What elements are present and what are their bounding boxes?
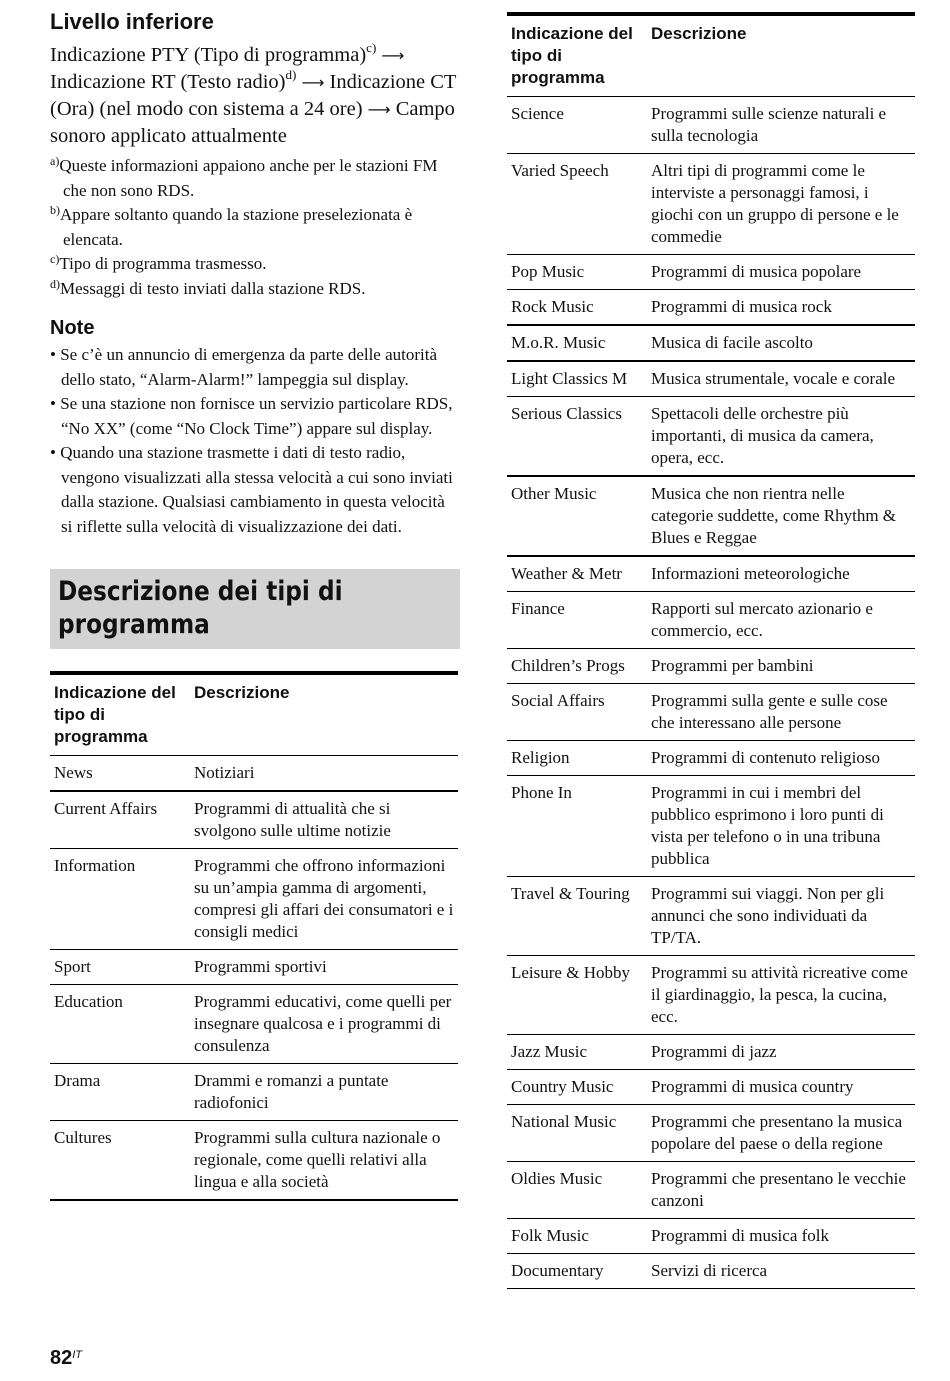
table-row — [507, 1254, 915, 1289]
program-type-description: Programmi di attualità che si svolgono sulle ultime notizie — [190, 791, 458, 849]
program-type-name: Sport — [50, 950, 190, 985]
program-type-name: Travel & Touring — [507, 877, 647, 956]
footnote-mark: a) — [50, 154, 60, 168]
program-type-name: Science — [507, 97, 647, 154]
table-row — [507, 1035, 915, 1070]
section-banner — [50, 569, 460, 649]
table-row — [507, 956, 915, 1035]
table-row — [50, 985, 458, 1064]
table-header-row — [50, 673, 458, 756]
footnote-ref-c: c) — [366, 40, 377, 55]
program-type-name: Religion — [507, 741, 647, 776]
note-text: Se una stazione non fornisce un servizio particolare RDS, “No XX” (come “No Clock Time”) appare sul display. — [60, 394, 453, 438]
subsection-heading: Livello inferiore — [50, 9, 214, 34]
note-heading: Note — [50, 317, 95, 339]
table-row — [507, 154, 915, 255]
table-row — [507, 556, 915, 592]
note-item: • Quando una stazione trasmette i dati di testo radio, vengono visualizzati alla stessa velocità a cui sono inviati dalla stazione. Qualsiasi cambiamento in questa velocità si riflette sulla velocità di visualizzazione dei dati. — [50, 443, 453, 536]
table-row — [507, 684, 915, 741]
program-type-name: Other Music — [507, 476, 647, 556]
table-row — [507, 1070, 915, 1105]
program-type-description: Programmi di contenuto religioso — [647, 741, 915, 776]
table-body — [507, 97, 915, 1289]
footnote-list — [50, 154, 460, 301]
program-type-name: National Music — [507, 1105, 647, 1162]
program-type-name: Weather & Metr — [507, 556, 647, 592]
program-type-name: Drama — [50, 1064, 190, 1121]
program-type-description: Programmi su attività ricreative come il giardinaggio, la pesca, la cucina, ecc. — [647, 956, 915, 1035]
footnote-item — [50, 154, 460, 203]
table-row — [50, 756, 458, 792]
program-type-description: Programmi in cui i membri del pubblico esprimono i loro punti di vista per telefono o in una tribuna pubblica — [647, 776, 915, 877]
program-type-description: Programmi che presentano la musica popolare del paese o della regione — [647, 1105, 915, 1162]
table-body — [50, 756, 458, 1201]
program-type-name: Documentary — [507, 1254, 647, 1289]
page-number — [50, 1347, 82, 1370]
table-row — [507, 361, 915, 397]
table-row — [50, 1121, 458, 1201]
program-type-description: Programmi sportivi — [190, 950, 458, 985]
table-row — [507, 1105, 915, 1162]
program-type-description: Programmi sulla gente e sulle cose che interessano alle persone — [647, 684, 915, 741]
program-type-table-left — [50, 671, 458, 1201]
table-row — [507, 741, 915, 776]
program-type-description: Notiziari — [190, 756, 458, 792]
program-type-name: Cultures — [50, 1121, 190, 1201]
footnote-ref-d: d) — [285, 67, 297, 82]
program-type-description: Programmi di jazz — [647, 1035, 915, 1070]
program-type-description: Programmi di musica folk — [647, 1219, 915, 1254]
flow-item-sound-field: Campo sonoro applicato attualmente — [50, 98, 455, 147]
section-title: Descrizione dei tipi di programma — [58, 576, 343, 640]
program-type-name: Folk Music — [507, 1219, 647, 1254]
flow-item-pty: Indicazione PTY (Tipo di programma) — [50, 44, 367, 66]
table-row — [507, 877, 915, 956]
note-text: Quando una stazione trasmette i dati di testo radio, vengono visualizzati alla stessa velocità a cui sono inviati dalla stazione. Qualsiasi cambiamento in questa velocità si riflette sulla velocità di visualizzazione dei dati. — [60, 443, 453, 536]
program-type-table-right — [507, 12, 915, 1289]
program-type-name: Oldies Music — [507, 1162, 647, 1219]
display-sequence — [50, 42, 460, 150]
table-header-row — [507, 14, 915, 97]
table-row — [50, 849, 458, 950]
program-type-name: Pop Music — [507, 255, 647, 290]
table-row — [507, 255, 915, 290]
table-row — [50, 950, 458, 985]
program-type-name: Children’s Progs — [507, 649, 647, 684]
program-type-description: Programmi educativi, come quelli per insegnare qualcosa e i programmi di consulenza — [190, 985, 458, 1064]
table-row — [507, 290, 915, 326]
program-type-description: Programmi di musica popolare — [647, 255, 915, 290]
program-type-description: Programmi sulle scienze naturali e sulla tecnologia — [647, 97, 915, 154]
program-type-name: Current Affairs — [50, 791, 190, 849]
program-type-description: Musica di facile ascolto — [647, 325, 915, 361]
program-type-name: Light Classics M — [507, 361, 647, 397]
program-type-name: News — [50, 756, 190, 792]
footnote-mark: d) — [50, 276, 60, 291]
note-text: Se c’è un annuncio di emergenza da parte delle autorità dello stato, “Alarm-Alarm!” lampeggia sul display. — [60, 345, 438, 389]
program-type-description: Servizi di ricerca — [647, 1254, 915, 1289]
program-type-name: Finance — [507, 592, 647, 649]
right-arrow-icon: ⟶ — [381, 46, 405, 65]
column-header-description: Descrizione — [647, 14, 915, 97]
program-type-name: Phone In — [507, 776, 647, 877]
footnote-mark: b) — [50, 203, 60, 217]
footnote-mark: c) — [50, 252, 60, 266]
program-type-description: Programmi che offrono informazioni su un’ampia gamma di argomenti, compresi gli affari dei consumatori e i consigli medici — [190, 849, 458, 950]
program-type-description: Rapporti sul mercato azionario e commercio, ecc. — [647, 592, 915, 649]
program-type-description: Programmi sui viaggi. Non per gli annunci che sono individuati da TP/TA. — [647, 877, 915, 956]
footnote-item — [50, 277, 460, 302]
table-row — [507, 1162, 915, 1219]
column-header-description: Descrizione — [190, 673, 458, 756]
program-type-name: Information — [50, 849, 190, 950]
program-type-description: Altri tipi di programmi come le interviste a personaggi famosi, i giochi con un gruppo di persone e le commedie — [647, 154, 915, 255]
left-column — [50, 8, 460, 1201]
footnote-text: Messaggi di testo inviati dalla stazione RDS. — [60, 278, 366, 298]
program-type-name: Country Music — [507, 1070, 647, 1105]
program-type-name: Education — [50, 985, 190, 1064]
table-row — [507, 1219, 915, 1254]
program-type-name: Social Affairs — [507, 684, 647, 741]
program-type-description: Programmi di musica country — [647, 1070, 915, 1105]
program-type-name: Jazz Music — [507, 1035, 647, 1070]
program-type-description: Informazioni meteorologiche — [647, 556, 915, 592]
program-type-name: Rock Music — [507, 290, 647, 326]
program-type-name: Varied Speech — [507, 154, 647, 255]
right-arrow-icon: ⟶ — [301, 73, 325, 92]
table-row — [507, 397, 915, 477]
column-header-type: Indicazione del tipo di programma — [50, 673, 190, 756]
footnote-item — [50, 252, 460, 277]
right-column — [507, 12, 917, 1289]
program-type-description: Programmi per bambini — [647, 649, 915, 684]
table-row — [507, 776, 915, 877]
flow-item-rt: Indicazione RT (Testo radio) — [50, 71, 286, 93]
table-row — [507, 325, 915, 361]
table-row — [507, 97, 915, 154]
table-row — [507, 476, 915, 556]
table-row — [50, 1064, 458, 1121]
flow-item-ct: Indicazione CT (Ora) (nel modo con sistema a 24 ore) — [50, 71, 457, 120]
footnote-item — [50, 203, 460, 252]
note-item: • Se una stazione non fornisce un servizio particolare RDS, “No XX” (come “No Clock Time”) appare sul display. — [50, 394, 453, 438]
note-list — [50, 343, 460, 539]
footnote-text: Tipo di programma trasmesso. — [59, 254, 267, 273]
footnote-text: Appare soltanto quando la stazione preselezionata è elencata. — [60, 205, 413, 249]
program-type-name: M.o.R. Music — [507, 325, 647, 361]
program-type-description: Musica strumentale, vocale e corale — [647, 361, 915, 397]
footnote-text: Queste informazioni appaiono anche per le stazioni FM che non sono RDS. — [59, 156, 438, 200]
note-item: • Se c’è un annuncio di emergenza da parte delle autorità dello stato, “Alarm-Alarm!” lampeggia sul display. — [50, 345, 438, 389]
table-row — [507, 649, 915, 684]
table-row — [507, 592, 915, 649]
program-type-description: Drammi e romanzi a puntate radiofonici — [190, 1064, 458, 1121]
right-arrow-icon: ⟶ — [367, 100, 391, 119]
column-header-type: Indicazione del tipo di programma — [507, 14, 647, 97]
page-number-value: 82 — [50, 1347, 73, 1369]
program-type-description: Spettacoli delle orchestre più importanti, di musica da camera, opera, ecc. — [647, 397, 915, 477]
page-language-suffix: IT — [72, 1349, 83, 1361]
table-row — [50, 791, 458, 849]
program-type-description: Programmi di musica rock — [647, 290, 915, 326]
program-type-name: Serious Classics — [507, 397, 647, 477]
program-type-description: Programmi sulla cultura nazionale o regionale, come quelli relativi alla lingua e alla società — [190, 1121, 458, 1201]
program-type-description: Musica che non rientra nelle categorie suddette, come Rhythm & Blues e Reggae — [647, 476, 915, 556]
program-type-name: Leisure & Hobby — [507, 956, 647, 1035]
program-type-description: Programmi che presentano le vecchie canzoni — [647, 1162, 915, 1219]
